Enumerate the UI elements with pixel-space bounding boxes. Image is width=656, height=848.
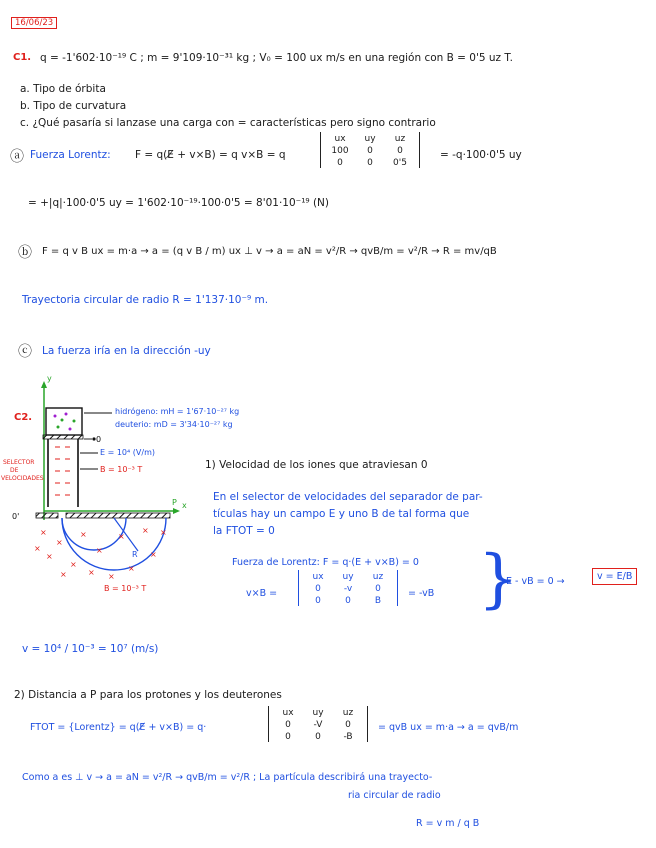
point-o-label: 0	[96, 435, 102, 444]
sol-a-matrix-cell: 0	[397, 146, 403, 156]
vxb-matrix-cell: B	[374, 596, 382, 606]
svg-text:×: ×	[60, 570, 67, 579]
svg-text:×: ×	[70, 560, 77, 569]
e-field-label: E = 10⁴ (V/m)	[100, 448, 155, 457]
sol-b-equation: F = q v B ux = m·a → a = (q v B / m) ux ⊥ v → a = aN = v²/R → qvB/m = v²/R → R = mv/qB	[42, 246, 497, 257]
lorentz-line: Fuerza de Lorentz: F = q·(E + v×B) = 0	[232, 557, 419, 568]
svg-text:×: ×	[34, 544, 41, 553]
trajectory-outer	[62, 518, 166, 570]
selector-label-1: SELECTOR	[3, 459, 35, 466]
svg-text:×: ×	[128, 564, 135, 573]
sol-c-text: La fuerza iría en la dirección -uy	[42, 345, 211, 357]
svg-text:×: ×	[80, 530, 87, 539]
problem1-statement: q = -1'602·10⁻¹⁹ C ; m = 9'109·10⁻³¹ kg ; V₀ = 100 ux m/s en una región con B = 0'5 uz T.	[40, 52, 513, 64]
radius-label: R	[132, 550, 138, 559]
svg-text:×: ×	[150, 550, 157, 559]
q1-text-2: tículas hay un campo E y uno B de tal forma que	[213, 508, 470, 520]
problem1-label: C1.	[13, 52, 32, 63]
v-value: v = 10⁴ / 10⁻³ = 10⁷ (m/s)	[22, 643, 159, 655]
sol-a-label: Fuerza Lorentz:	[30, 149, 111, 161]
r-final: R = v m / q B	[416, 818, 480, 829]
ftot-matrix-cell: uz	[342, 708, 354, 718]
vxb-result: = -vB	[408, 588, 435, 599]
ftot-matrix-cell: 0	[285, 720, 291, 730]
svg-text:×: ×	[118, 532, 125, 541]
date-box: 16/06/23	[11, 17, 57, 29]
sol-a-matrix-cell: 0	[367, 146, 373, 156]
system-brace: }	[478, 542, 519, 616]
hydrogen-label: hidrógeno: mH = 1'67·10⁻²⁷ kg	[115, 407, 240, 416]
vxb-matrix-cell: 0	[375, 584, 381, 594]
sol-a-matrix-cell: 0	[337, 158, 343, 168]
vxb-matrix-cell: uy	[342, 572, 354, 582]
sol-c-marker: ⓒ	[18, 344, 32, 360]
point-p-label: P	[172, 498, 177, 507]
svg-text:×: ×	[96, 546, 103, 555]
v-boxed-result: v = E/B	[592, 568, 637, 585]
vxb-matrix-cell: 0	[345, 596, 351, 606]
svg-text:×: ×	[88, 568, 95, 577]
vxb-label: v×B =	[246, 588, 278, 599]
axis-x-label: x	[182, 501, 187, 510]
sol-a-result: = -q·100·0'5 uy	[440, 149, 522, 161]
sol-a-matrix-cell: 0	[367, 158, 373, 168]
sol-a-marker: ⓐ	[10, 149, 24, 165]
b-field-lower-label: B = 10⁻³ T	[104, 584, 147, 593]
magnetic-field-crosses	[34, 526, 167, 581]
axis-y-label: y	[47, 375, 52, 383]
part-a: a. Tipo de órbita	[20, 83, 106, 95]
q1-text-3: la FTOT = 0	[213, 525, 275, 537]
sol-a-equation: F = q(E̸ + v×B) = q v×B = q	[135, 149, 286, 161]
ftot-matrix-cell: 0	[345, 720, 351, 730]
part-c: c. ¿Qué pasaría si lanzase una carga con = características pero signo contrario	[20, 117, 436, 129]
q2-title: 2) Distancia a P para los protones y los deuterones	[14, 689, 282, 701]
vxb-matrix-cell: uz	[372, 572, 384, 582]
e-minus-vb: E - vB = 0 →	[506, 576, 565, 587]
sol-b-result: Trayectoria circular de radio R = 1'137·10⁻⁹ m.	[22, 294, 269, 306]
ftot-determinant	[268, 706, 368, 742]
vxb-determinant	[298, 570, 398, 606]
selector-label-2: DE	[10, 467, 19, 474]
sol-a-matrix-cell: 100	[331, 146, 349, 156]
x-axis-arrow	[173, 508, 180, 514]
svg-text:×: ×	[160, 528, 167, 537]
ftot-matrix-cell: 0	[315, 732, 321, 742]
svg-text:×: ×	[46, 552, 53, 561]
ftot-matrix-cell: -B	[343, 732, 353, 742]
ftot-equation: FTOT = {Lorentz} = q(E̸ + v×B) = q·	[30, 722, 207, 733]
selector-field-marks	[55, 447, 70, 495]
svg-text:×: ×	[142, 526, 149, 535]
problem2-label: C2.	[14, 412, 33, 423]
ftot-result: = qvB ux = m·a → a = qvB/m	[378, 722, 519, 733]
como-line-2: ria circular de radio	[348, 790, 441, 801]
vxb-matrix-cell: 0	[315, 596, 321, 606]
selector-label-3: VELOCIDADES	[1, 475, 44, 482]
svg-text:×: ×	[56, 538, 63, 547]
vxb-matrix-cell: -v	[343, 584, 353, 594]
part-b: b. Tipo de curvatura	[20, 100, 127, 112]
sol-a-line2: = +|q|·100·0'5 uy = 1'602·10⁻¹⁹·100·0'5 = 8'01·10⁻¹⁹ (N)	[28, 197, 329, 209]
ftot-matrix-cell: 0	[285, 732, 291, 742]
b-field-label: B = 10⁻³ T	[100, 465, 143, 474]
ftot-matrix-cell: uy	[312, 708, 324, 718]
q1-text-1: En el selector de velocidades del separador de par-	[213, 491, 483, 503]
deuterium-label: deuterio: mD = 3'34·10⁻²⁷ kg	[115, 420, 233, 429]
sol-a-matrix-cell: ux	[334, 134, 346, 144]
sol-a-matrix-cell: 0'5	[393, 158, 407, 168]
vxb-matrix-cell: 0	[315, 584, 321, 594]
ftot-matrix-cell: -V	[313, 720, 323, 730]
point-o-prime-label: 0'	[12, 512, 20, 521]
svg-text:×: ×	[108, 572, 115, 581]
q1-title: 1) Velocidad de los iones que atraviesan 0	[205, 459, 428, 471]
trajectory-inner	[62, 518, 126, 550]
vxb-matrix-cell: ux	[312, 572, 324, 582]
svg-text:×: ×	[40, 528, 47, 537]
sol-a-matrix-cell: uy	[364, 134, 376, 144]
plate-right	[66, 513, 170, 518]
como-line-1: Como a es ⊥ v → a = aN = v²/R → qvB/m = v²/R ; La partícula describirá una trayecto-	[22, 772, 433, 783]
plate-left	[36, 513, 58, 518]
sol-a-determinant	[320, 132, 420, 168]
ftot-matrix-cell: ux	[282, 708, 294, 718]
slit-plate-top	[43, 435, 83, 439]
sol-a-matrix-cell: uz	[394, 134, 406, 144]
sol-b-marker: ⓑ	[18, 245, 32, 261]
ion-source-box	[46, 408, 82, 435]
